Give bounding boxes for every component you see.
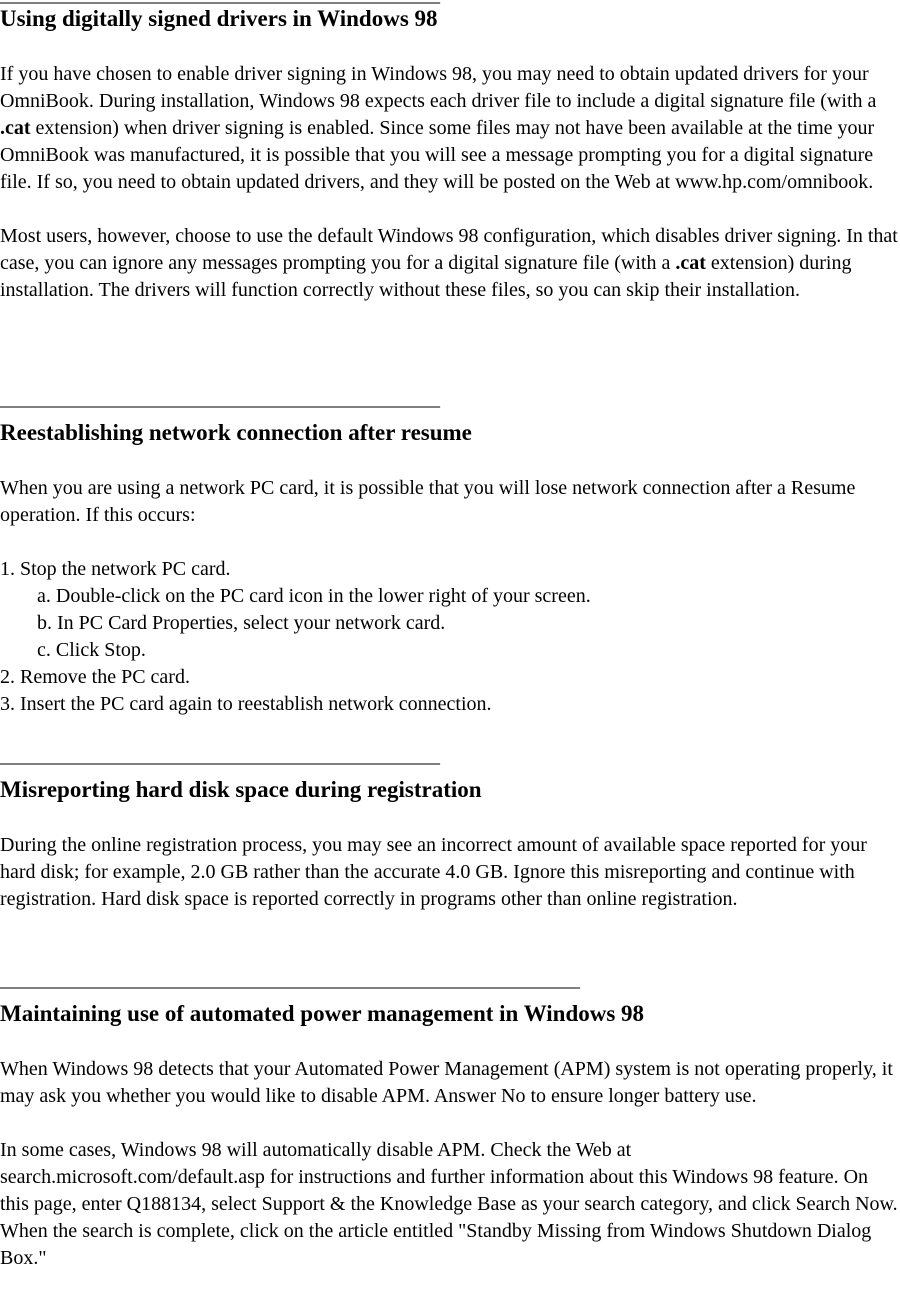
list-item: 3. Insert the PC card again to reestablish network connection. (0, 693, 492, 715)
section-divider: __________________________________________________________ (0, 969, 580, 991)
paragraph: If you have chosen to enable driver signing in Windows 98, you may need to obtain updated drivers for your OmniBook. During installation, Windows 98 expects each driver file to include a digital signature file (with a .cat extension) when driver signing is enabled. Since some files may not have been available at the time your OmniBook was manufactured, it is possible that you will see a message prompting you for a digital signature file. If so, you need to obtain updated drivers, and they will be posted on the Web at www.hp.com/omnibook. (0, 63, 877, 193)
section-heading: Misreporting hard disk space during registration (0, 777, 482, 802)
paragraph: When you are using a network PC card, it is possible that you will lose network connection after a Resume operation. If this occurs: (0, 477, 856, 526)
section-heading: Maintaining use of automated power management in Windows 98 (0, 1001, 645, 1026)
paragraph: When Windows 98 detects that your Automated Power Management (APM) system is not operating properly, it may ask you whether you would like to disable APM. Answer No to ensure longer battery use. (0, 1058, 893, 1107)
section-divider: ____________________________________________ (0, 388, 440, 410)
list-item: b. In PC Card Properties, select your network card. (37, 612, 446, 634)
list-item: 1. Stop the network PC card. (0, 558, 231, 580)
section-heading: Reestablishing network connection after resume (0, 420, 472, 445)
list-item: c. Click Stop. (37, 639, 146, 661)
step-list (0, 556, 900, 718)
paragraph: In some cases, Windows 98 will automatically disable APM. Check the Web at search.microsoft.com/default.asp for instructions and further information about this Windows 98 feature. On this page, enter Q188134, select Support & the Knowledge Base as your search category, and click Search Now. When the search is complete, click on the article entitled "Standby Missing from Windows Shutdown Dialog Box." (0, 1139, 898, 1269)
section-divider (0, 0, 440, 2)
section-power-management (0, 969, 900, 1272)
section-network-connection (0, 388, 900, 718)
section-digitally-signed-drivers (0, 4, 900, 304)
paragraph: Most users, however, choose to use the default Windows 98 configuration, which disables driver signing. In that case, you can ignore any messages prompting you for a digital signature file (with a .cat extension) during installation. The drivers will function correctly without these files, so you can skip their installation. (0, 225, 898, 301)
paragraph: During the online registration process, you may see an incorrect amount of available space reported for your hard disk; for example, 2.0 GB rather than the accurate 4.0 GB. Ignore this misreporting and continue with registration. Hard disk space is reported correctly in programs other than online registration. (0, 834, 867, 910)
section-heading: Using digitally signed drivers in Windows 98 (0, 6, 438, 31)
list-item: a. Double-click on the PC card icon in the lower right of your screen. (37, 585, 591, 607)
section-divider: ____________________________________________ (0, 745, 440, 767)
list-item: 2. Remove the PC card. (0, 666, 190, 688)
section-hard-disk-space (0, 745, 900, 913)
